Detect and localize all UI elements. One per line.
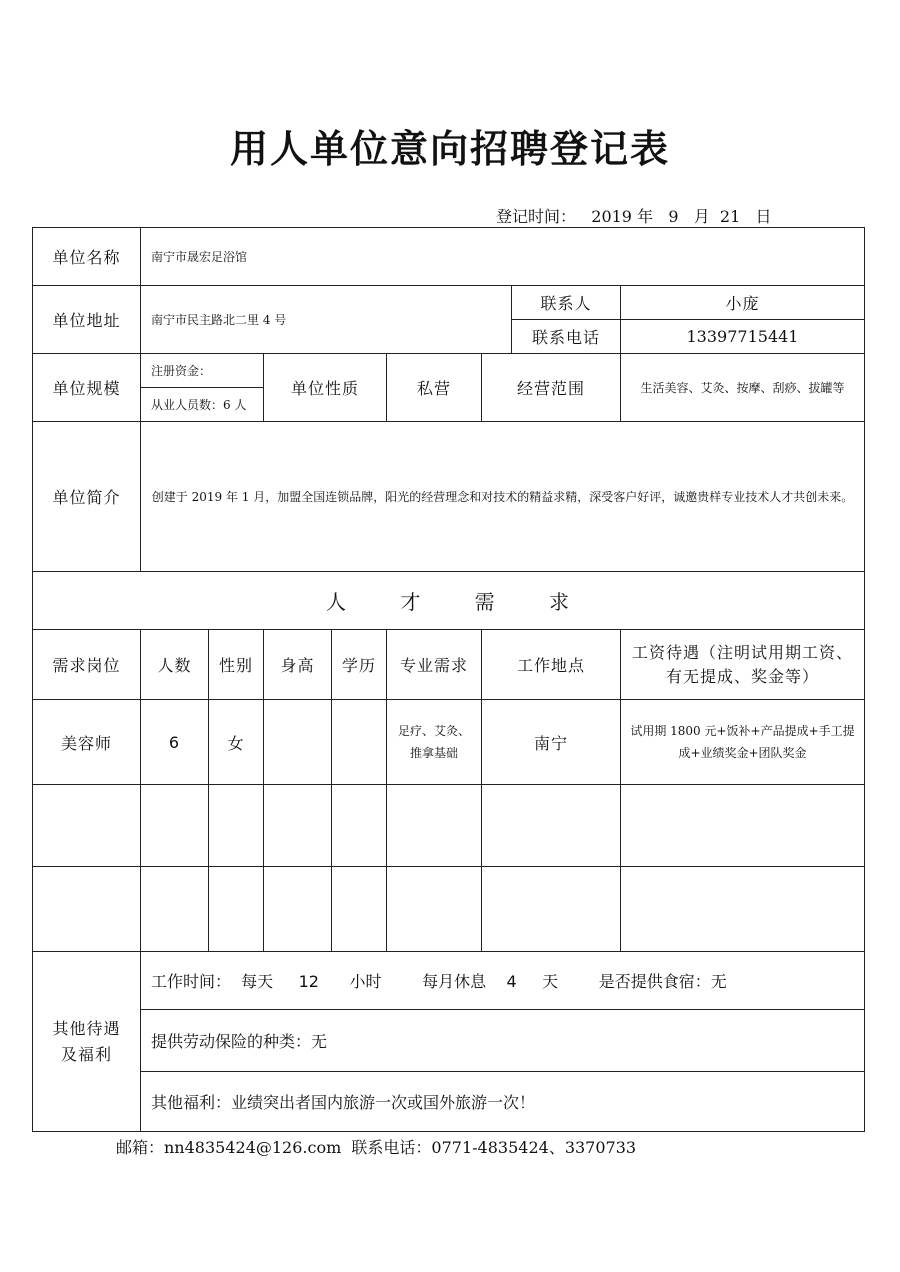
cell-gender: 女 (209, 700, 264, 785)
cell-height (264, 867, 332, 952)
col-header-gender: 性别 (209, 630, 264, 700)
cell-salary (621, 867, 865, 952)
talent-header-row (33, 630, 865, 700)
table-row (33, 700, 865, 785)
phone-label: 联系电话 (512, 320, 621, 354)
cell-count: 6 (141, 700, 209, 785)
cell-salary: 试用期 1800 元+饭补+产品提成+手工提成+业绩奖金+团队奖金 (621, 700, 865, 785)
staff-count: 从业人员数：6 人 (141, 388, 264, 422)
cell-count (141, 785, 209, 867)
table-row (33, 867, 865, 952)
intro-label: 单位简介 (33, 422, 141, 572)
scope-label: 经营范围 (482, 354, 621, 422)
registration-table (32, 227, 865, 1132)
cell-height (264, 700, 332, 785)
phone-value: 13397715441 (621, 320, 865, 354)
cell-location (482, 867, 621, 952)
col-header-major: 专业需求 (387, 630, 482, 700)
company-address-value: 南宁市民主路北二里 4 号 (141, 286, 512, 354)
col-header-position: 需求岗位 (33, 630, 141, 700)
nature-value: 私营 (387, 354, 482, 422)
work-time: 工作时间： 每天 12 小时 每月休息 4 天 是否提供食宿：无 (141, 952, 865, 1010)
table-row (33, 785, 865, 867)
page-title: 用人单位意向招聘登记表 (229, 127, 670, 171)
cell-major: 足疗、艾灸、推拿基础 (387, 700, 482, 785)
col-header-count: 人数 (141, 630, 209, 700)
talent-heading-char: 才 (400, 590, 423, 614)
cell-major (387, 867, 482, 952)
insurance: 提供劳动保险的种类：无 (141, 1010, 865, 1072)
cell-education (332, 700, 387, 785)
col-header-location: 工作地点 (482, 630, 621, 700)
nature-label: 单位性质 (264, 354, 387, 422)
cell-position (33, 785, 141, 867)
capital-label: 注册资金： (141, 354, 264, 388)
cell-height (264, 785, 332, 867)
scope-value: 生活美容、艾灸、按摩、刮痧、拔罐等 (621, 354, 865, 422)
cell-gender (209, 785, 264, 867)
benefits-label: 其他待遇及福利 (33, 952, 141, 1132)
talent-heading-char: 人 (325, 590, 348, 614)
intro-value: 创建于 2019 年 1 月，加盟全国连锁品牌，阳光的经营理念和对技术的精益求精，深受客户好评，诚邀贵样专业技术人才共创未来。 (141, 422, 865, 572)
col-header-height: 身高 (264, 630, 332, 700)
talent-heading-char: 求 (549, 590, 572, 614)
contact-label: 联系人 (512, 286, 621, 320)
cell-education (332, 867, 387, 952)
talent-heading-char: 需 (474, 590, 497, 614)
scale-label: 单位规模 (33, 354, 141, 422)
cell-education (332, 785, 387, 867)
cell-major (387, 785, 482, 867)
company-name-value: 南宁市晟宏足浴馆 (141, 228, 865, 286)
cell-gender (209, 867, 264, 952)
cell-salary (621, 785, 865, 867)
cell-count (141, 867, 209, 952)
col-header-education: 学历 (332, 630, 387, 700)
company-name-label: 单位名称 (33, 228, 141, 286)
cell-position (33, 867, 141, 952)
cell-location: 南宁 (482, 700, 621, 785)
contact-value: 小庞 (621, 286, 865, 320)
footer-contact: 邮箱：nn4835424@126.com 联系电话：0771-4835424、3370733 (116, 1138, 637, 1157)
company-address-label: 单位地址 (33, 286, 141, 354)
register-time: 登记时间： 2019 年 9 月 21 日 (496, 207, 772, 226)
other-benefits: 其他福利：业绩突出者国内旅游一次或国外旅游一次！ (141, 1072, 865, 1132)
talent-heading (33, 572, 865, 630)
cell-position: 美容师 (33, 700, 141, 785)
col-header-salary: 工资待遇（注明试用期工资、有无提成、奖金等） (621, 630, 865, 700)
cell-location (482, 785, 621, 867)
